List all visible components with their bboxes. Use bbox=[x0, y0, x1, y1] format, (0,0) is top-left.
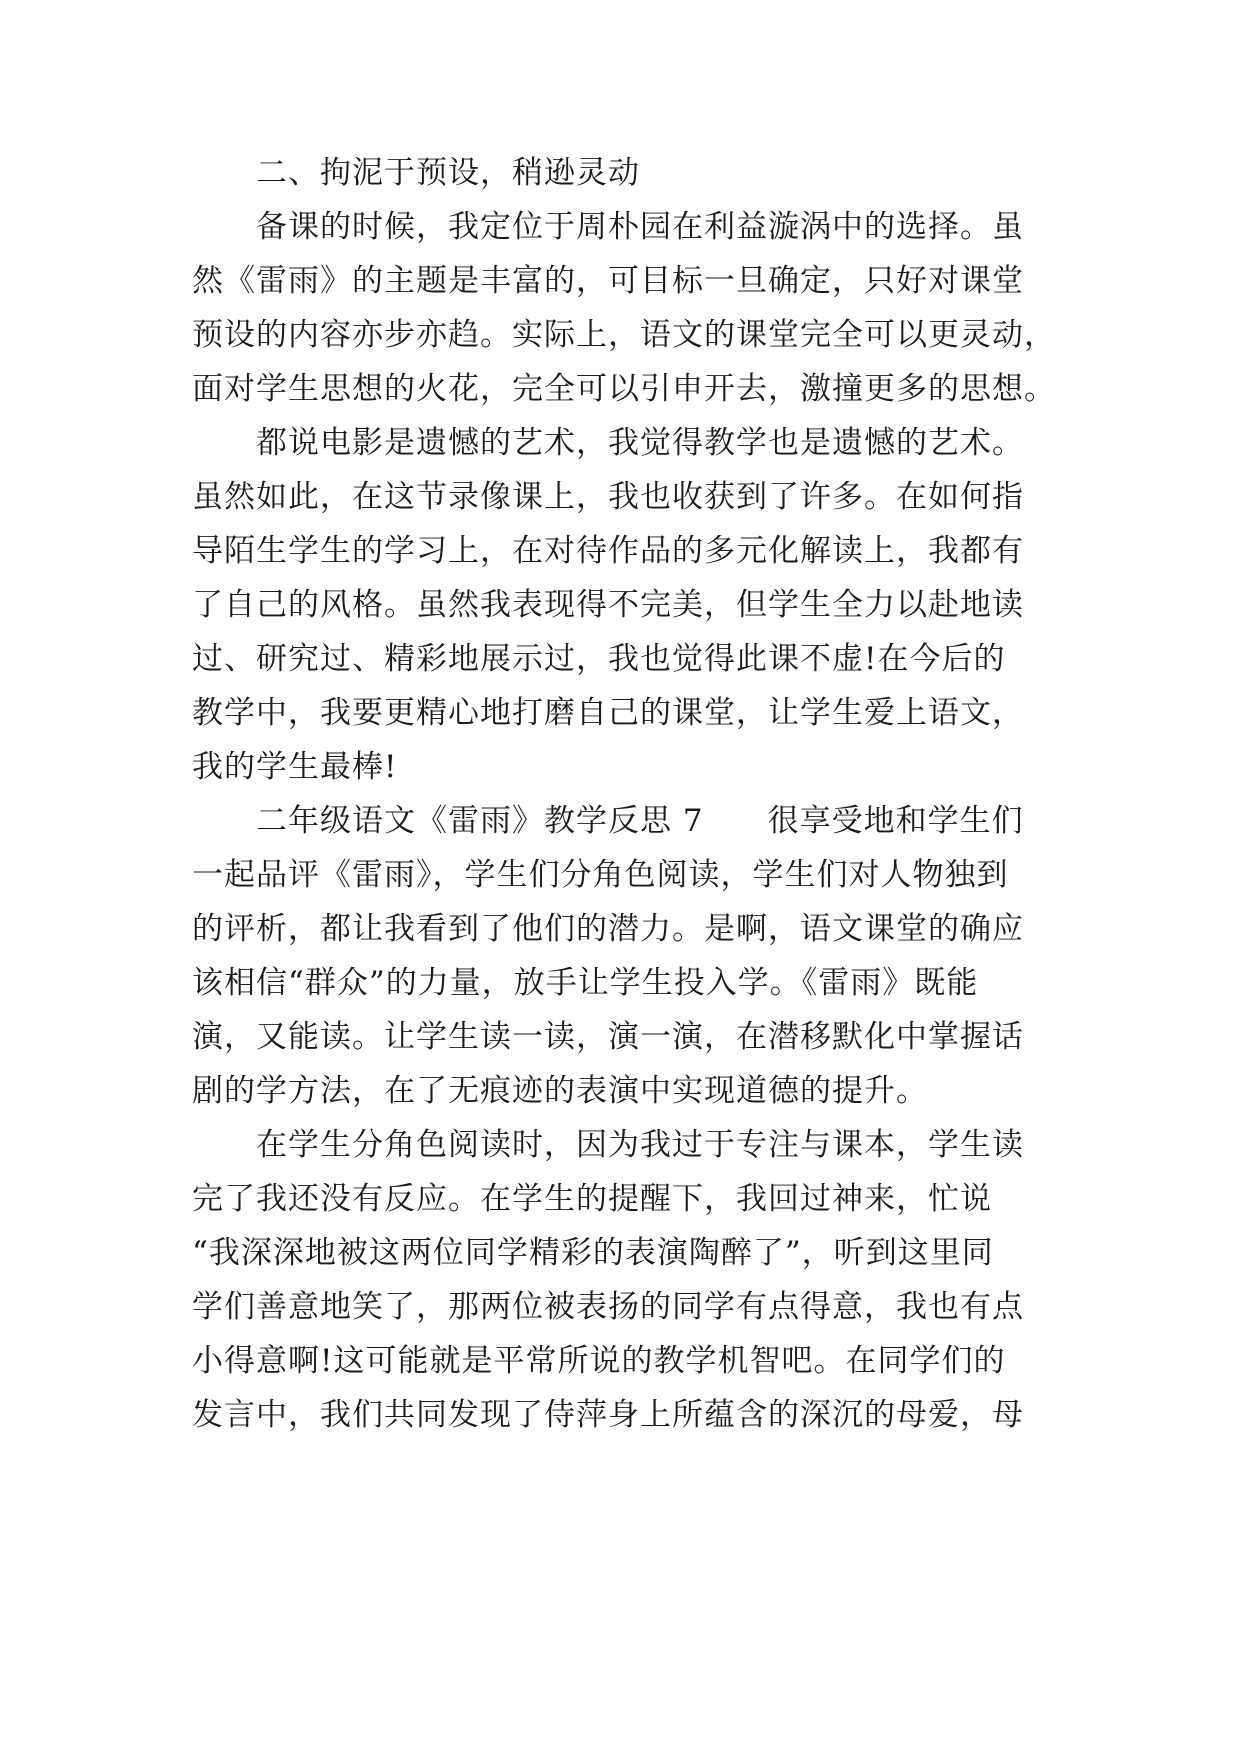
paragraph-line: “我深深地被这两位同学精彩的表演陶醉了”，听到这里同 bbox=[192, 1235, 994, 1271]
paragraph-line: 教学中，我要更精心地打磨自己的课堂，让学生爱上语文， bbox=[192, 695, 1024, 731]
paragraph-line: 备课的时候，我定位于周朴园在利益漩涡中的选择。虽 bbox=[256, 209, 1024, 245]
paragraph-line: 预设的内容亦步亦趋。实际上，语文的课堂完全可以更灵动， bbox=[192, 317, 1056, 353]
paragraph-line: 一起品评《雷雨》，学生们分角色阅读，学生们对人物独到 bbox=[192, 857, 1009, 893]
document-body bbox=[192, 155, 1054, 1451]
paragraph-line: 发言中，我们共同发现了侍萍身上所蕴含的深沉的母爱，母 bbox=[192, 1397, 1024, 1433]
paragraph-line: 的评析，都让我看到了他们的潜力。是啊，语文课堂的确应 bbox=[192, 911, 1024, 947]
paragraph-line: 演，又能读。让学生读一读，演一演，在潜移默化中掌握话 bbox=[192, 1019, 1024, 1055]
paragraph-line: 剧的学方法，在了无痕迹的表演中实现道德的提升。 bbox=[192, 1073, 928, 1109]
paragraph-line: 在学生分角色阅读时，因为我过于专注与课本，学生读 bbox=[256, 1127, 1024, 1163]
paragraph-line: 虽然如此，在这节录像课上，我也收获到了许多。在如何指 bbox=[192, 479, 1024, 515]
paragraph-line: 二年级语文《雷雨》教学反思 7 很享受地和学生们 bbox=[256, 803, 1024, 839]
paragraph-line: 导陌生学生的学习上，在对待作品的多元化解读上，我都有 bbox=[192, 533, 1024, 569]
paragraph-line: 小得意啊!这可能就是平常所说的教学机智吧。在同学们的 bbox=[192, 1343, 1006, 1379]
paragraph-line: 我的学生最棒! bbox=[192, 749, 398, 785]
paragraph-line: 过、研究过、精彩地展示过，我也觉得此课不虚!在今后的 bbox=[192, 641, 1006, 677]
section-heading: 二、拘泥于预设，稍逊灵动 bbox=[256, 155, 640, 191]
paragraph-line: 该相信“群众”的力量，放手让学生投入学。《雷雨》既能 bbox=[192, 965, 979, 1001]
paragraph-line: 然《雷雨》的主题是丰富的，可目标一旦确定，只好对课堂 bbox=[192, 263, 1024, 299]
paragraph-line: 了自己的风格。虽然我表现得不完美，但学生全力以赴地读 bbox=[192, 587, 1024, 623]
paragraph-line: 都说电影是遗憾的艺术，我觉得教学也是遗憾的艺术。 bbox=[256, 425, 1024, 461]
paragraph-line: 面对学生思想的火花，完全可以引申开去，激撞更多的思想。 bbox=[192, 371, 1056, 407]
paragraph-line: 完了我还没有反应。在学生的提醒下，我回过神来，忙说 bbox=[192, 1181, 992, 1217]
paragraph-line: 学们善意地笑了，那两位被表扬的同学有点得意，我也有点 bbox=[192, 1289, 1024, 1325]
